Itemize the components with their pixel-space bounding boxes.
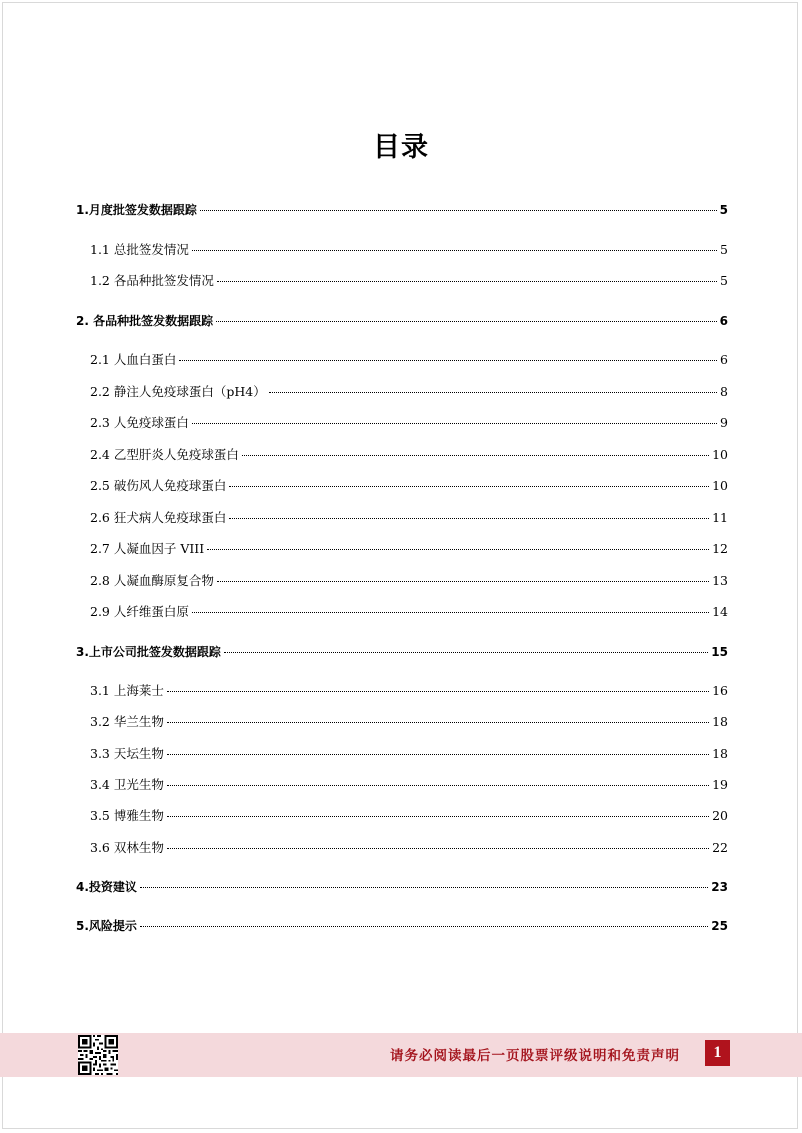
toc-entry[interactable] [90,775,728,795]
toc-entry-page: 5 [720,273,728,288]
toc-entry[interactable] [90,806,728,826]
toc-entry[interactable] [90,571,728,591]
toc-entry-page: 12 [712,541,728,556]
toc-entry-title: 4.投资建议 [76,880,137,894]
toc-dot-leader [192,422,717,424]
toc-entry-page: 18 [712,746,728,761]
toc-dot-leader [167,721,709,723]
toc-entry[interactable] [76,311,728,331]
toc-entry[interactable] [76,877,728,897]
toc-entry-title: 2.5 破伤风人免疫球蛋白 [90,478,227,493]
qr-code-icon [78,1035,118,1075]
toc-entry-title: 3.2 华兰生物 [90,714,164,729]
toc-dot-leader [167,753,709,755]
toc-entry-page: 22 [712,840,728,855]
toc-entry[interactable] [90,712,728,732]
toc-entry-title: 2.8 人凝血酶原复合物 [90,573,214,588]
toc-entry-title: 3.1 上海莱士 [90,683,164,698]
toc-entry-title: 3.4 卫光生物 [90,777,164,792]
toc-entry[interactable] [90,240,728,260]
toc-entry-title: 2.9 人纤维蛋白原 [90,604,189,619]
toc-entry-title: 3.上市公司批签发数据跟踪 [76,645,221,659]
page-number: 1 [705,1040,730,1066]
toc-entry[interactable] [76,916,728,936]
toc-dot-leader [192,611,709,613]
toc-entry-title: 2.2 静注人免疫球蛋白（pH4） [90,384,266,399]
toc-entry[interactable] [90,445,728,465]
toc-dot-leader [242,454,709,456]
toc-entry-title: 2.7 人凝血因子 VIII [90,541,205,556]
toc-entry[interactable] [90,476,728,496]
toc-entry-title: 2.3 人免疫球蛋白 [90,415,189,430]
toc-entry-page: 20 [712,808,728,823]
toc-dot-leader [217,580,709,582]
toc-entry-page: 23 [711,880,728,894]
toc-dot-leader [269,391,717,393]
toc-dot-leader [167,847,709,849]
toc-entry-page: 10 [712,478,728,493]
toc-entry[interactable] [76,642,728,662]
toc-dot-leader [167,784,709,786]
toc-entry-page: 25 [711,919,728,933]
toc-dot-leader [216,320,717,322]
toc-entry-page: 19 [712,777,728,792]
toc-entry[interactable] [90,413,728,433]
toc-entry[interactable] [90,602,728,622]
toc-entry-title: 2.1 人血白蛋白 [90,352,177,367]
toc-entry-title: 2. 各品种批签发数据跟踪 [76,314,214,328]
toc-entry[interactable] [90,350,728,370]
toc-entry-page: 14 [712,604,728,619]
page-title: 目录 [373,132,429,163]
toc-entry-page: 6 [720,352,728,367]
page-border [2,2,798,1129]
toc-entry-page: 18 [712,714,728,729]
toc-dot-leader [179,359,717,361]
toc-entry[interactable] [90,539,728,559]
toc-entry-page: 16 [712,683,728,698]
toc-dot-leader [229,485,709,487]
toc-entry-title: 2.4 乙型肝炎人免疫球蛋白 [90,447,239,462]
toc-entry[interactable] [90,681,728,701]
footer-disclaimer: 请务必阅读最后一页股票评级说明和免责声明 [390,1048,680,1064]
toc-entry-title: 3.6 双林生物 [90,840,164,855]
toc-entry[interactable] [76,200,728,220]
toc-entry-page: 11 [712,510,728,525]
toc-entry-page: 6 [719,314,728,328]
toc-entry-title: 1.月度批签发数据跟踪 [76,203,197,217]
toc-entry-page: 5 [720,242,728,257]
toc-dot-leader [200,209,717,211]
toc-dot-leader [167,690,709,692]
toc-entry[interactable] [90,838,728,858]
toc-entry-page: 5 [719,203,728,217]
toc-entry-title: 2.6 狂犬病人免疫球蛋白 [90,510,227,525]
toc-dot-leader [224,651,708,653]
toc-entry-page: 8 [720,384,728,399]
toc-dot-leader [217,280,717,282]
toc-entry-page: 10 [712,447,728,462]
toc-entry[interactable] [90,744,728,764]
toc-entry-page: 9 [720,415,728,430]
toc-dot-leader [167,815,709,817]
toc-entry-page: 15 [711,645,728,659]
toc-dot-leader [140,925,708,927]
toc-entry-title: 5.风险提示 [76,919,137,933]
toc-entry[interactable] [90,508,728,528]
toc-entry-title: 1.1 总批签发情况 [90,242,189,257]
toc-dot-leader [229,517,709,519]
toc-entry-title: 1.2 各品种批签发情况 [90,273,214,288]
toc-entry-page: 13 [712,573,728,588]
toc-entry-title: 3.5 博雅生物 [90,808,164,823]
toc-entry[interactable] [90,382,728,402]
toc-dot-leader [140,886,708,888]
toc-entry[interactable] [90,271,728,291]
toc-dot-leader [192,249,717,251]
toc-dot-leader [207,548,709,550]
toc-entry-title: 3.3 天坛生物 [90,746,164,761]
